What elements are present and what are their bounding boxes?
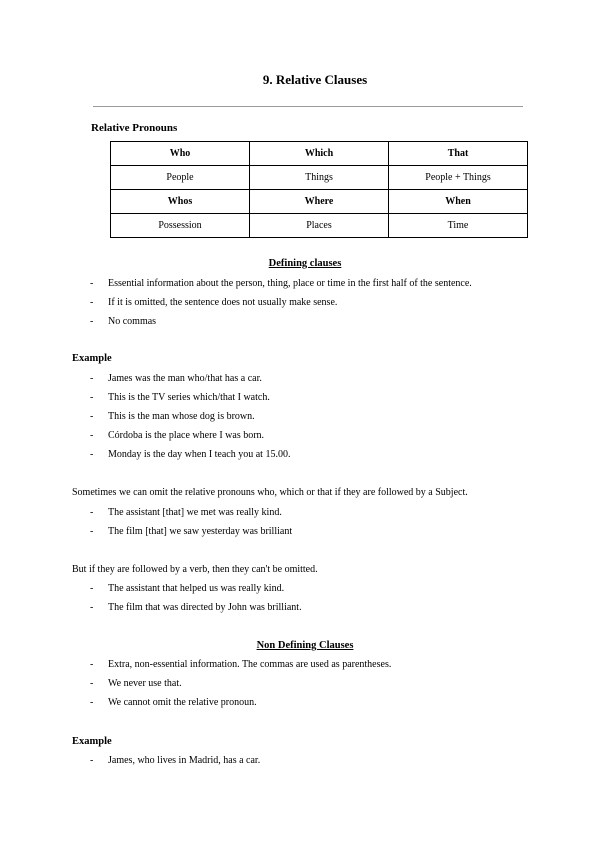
bullet-dash: - bbox=[90, 411, 94, 422]
list-item-text: We cannot omit the relative pronoun. bbox=[108, 697, 257, 708]
table-cell: When bbox=[389, 190, 528, 214]
list-item-text: No commas bbox=[108, 316, 157, 327]
table-row bbox=[111, 166, 528, 190]
list-item-text: Córdoba is the place where I was born. bbox=[108, 430, 265, 441]
bullet-dash: - bbox=[90, 678, 94, 689]
list-item-text: Extra, non-essential information. The commas are used as parentheses. bbox=[108, 659, 392, 670]
list-item-text: This is the TV series which/that I watch. bbox=[108, 392, 270, 403]
non-defining-clauses-heading: Non Defining Clauses bbox=[256, 640, 354, 651]
list-item bbox=[90, 411, 255, 422]
table-cell: People bbox=[111, 166, 250, 190]
bullet-dash: - bbox=[90, 297, 94, 308]
omit-intro-paragraph: Sometimes we can omit the relative pronouns who, which or that if they are followed by a Subject. bbox=[72, 487, 468, 498]
table-cell: Things bbox=[250, 166, 389, 190]
list-item-text: The assistant [that] we met was really kind. bbox=[108, 507, 282, 518]
list-item bbox=[90, 678, 182, 689]
table-cell: Where bbox=[250, 190, 389, 214]
bullet-dash: - bbox=[90, 278, 94, 289]
list-item-text: If it is omitted, the sentence does not usually make sense. bbox=[108, 297, 338, 308]
list-item bbox=[90, 583, 284, 594]
list-item bbox=[90, 602, 302, 613]
table-cell: People + Things bbox=[389, 166, 528, 190]
table-cell: Places bbox=[250, 214, 389, 238]
list-item bbox=[90, 392, 270, 403]
page-title: 9. Relative Clauses bbox=[262, 72, 368, 87]
example-label: Example bbox=[72, 353, 112, 364]
table-cell: Whos bbox=[111, 190, 250, 214]
list-item-text: The film that was directed by John was brilliant. bbox=[108, 602, 302, 613]
list-item-text: James was the man who/that has a car. bbox=[108, 373, 262, 384]
table-cell: Who bbox=[111, 142, 250, 166]
bullet-dash: - bbox=[90, 316, 94, 327]
table-cell: That bbox=[389, 142, 528, 166]
list-item bbox=[90, 526, 292, 537]
list-item bbox=[90, 373, 262, 384]
bullet-dash: - bbox=[90, 602, 94, 613]
table-cell: Time bbox=[389, 214, 528, 238]
verb-intro-paragraph: But if they are followed by a verb, then they can't be omitted. bbox=[72, 564, 318, 575]
list-item-text: The film [that] we saw yesterday was brilliant bbox=[108, 526, 293, 537]
bullet-dash: - bbox=[90, 583, 94, 594]
list-item-text: We never use that. bbox=[108, 678, 182, 689]
list-item bbox=[90, 755, 260, 766]
relative-pronouns-label: Relative Pronouns bbox=[91, 122, 178, 134]
list-item bbox=[90, 659, 391, 670]
table-row bbox=[111, 142, 528, 166]
bullet-dash: - bbox=[90, 449, 94, 460]
table-cell: Which bbox=[250, 142, 389, 166]
relative-pronouns-table bbox=[110, 141, 528, 238]
list-item bbox=[90, 278, 472, 289]
bullet-dash: - bbox=[90, 526, 94, 537]
list-item-text: The assistant that helped us was really kind. bbox=[108, 583, 285, 594]
list-item-text: Monday is the day when I teach you at 15.00. bbox=[108, 449, 291, 460]
bullet-dash: - bbox=[90, 430, 94, 441]
table-row bbox=[111, 214, 528, 238]
table-cell: Possession bbox=[111, 214, 250, 238]
list-item bbox=[90, 297, 337, 308]
bullet-dash: - bbox=[90, 507, 94, 518]
list-item bbox=[90, 430, 264, 441]
bullet-dash: - bbox=[90, 373, 94, 384]
bullet-dash: - bbox=[90, 697, 94, 708]
list-item-text: Essential information about the person, thing, place or time in the first half of the sentence. bbox=[108, 278, 472, 289]
example-label: Example bbox=[72, 736, 112, 747]
title-divider bbox=[93, 106, 523, 107]
bullet-dash: - bbox=[90, 755, 94, 766]
list-item bbox=[90, 697, 257, 708]
list-item-text: This is the man whose dog is brown. bbox=[108, 411, 255, 422]
table-row bbox=[111, 190, 528, 214]
bullet-dash: - bbox=[90, 659, 94, 670]
bullet-dash: - bbox=[90, 392, 94, 403]
list-item bbox=[90, 507, 282, 518]
list-item-text: James, who lives in Madrid, has a car. bbox=[108, 755, 261, 766]
list-item bbox=[90, 316, 156, 327]
defining-clauses-heading: Defining clauses bbox=[268, 258, 342, 269]
list-item bbox=[90, 449, 290, 460]
